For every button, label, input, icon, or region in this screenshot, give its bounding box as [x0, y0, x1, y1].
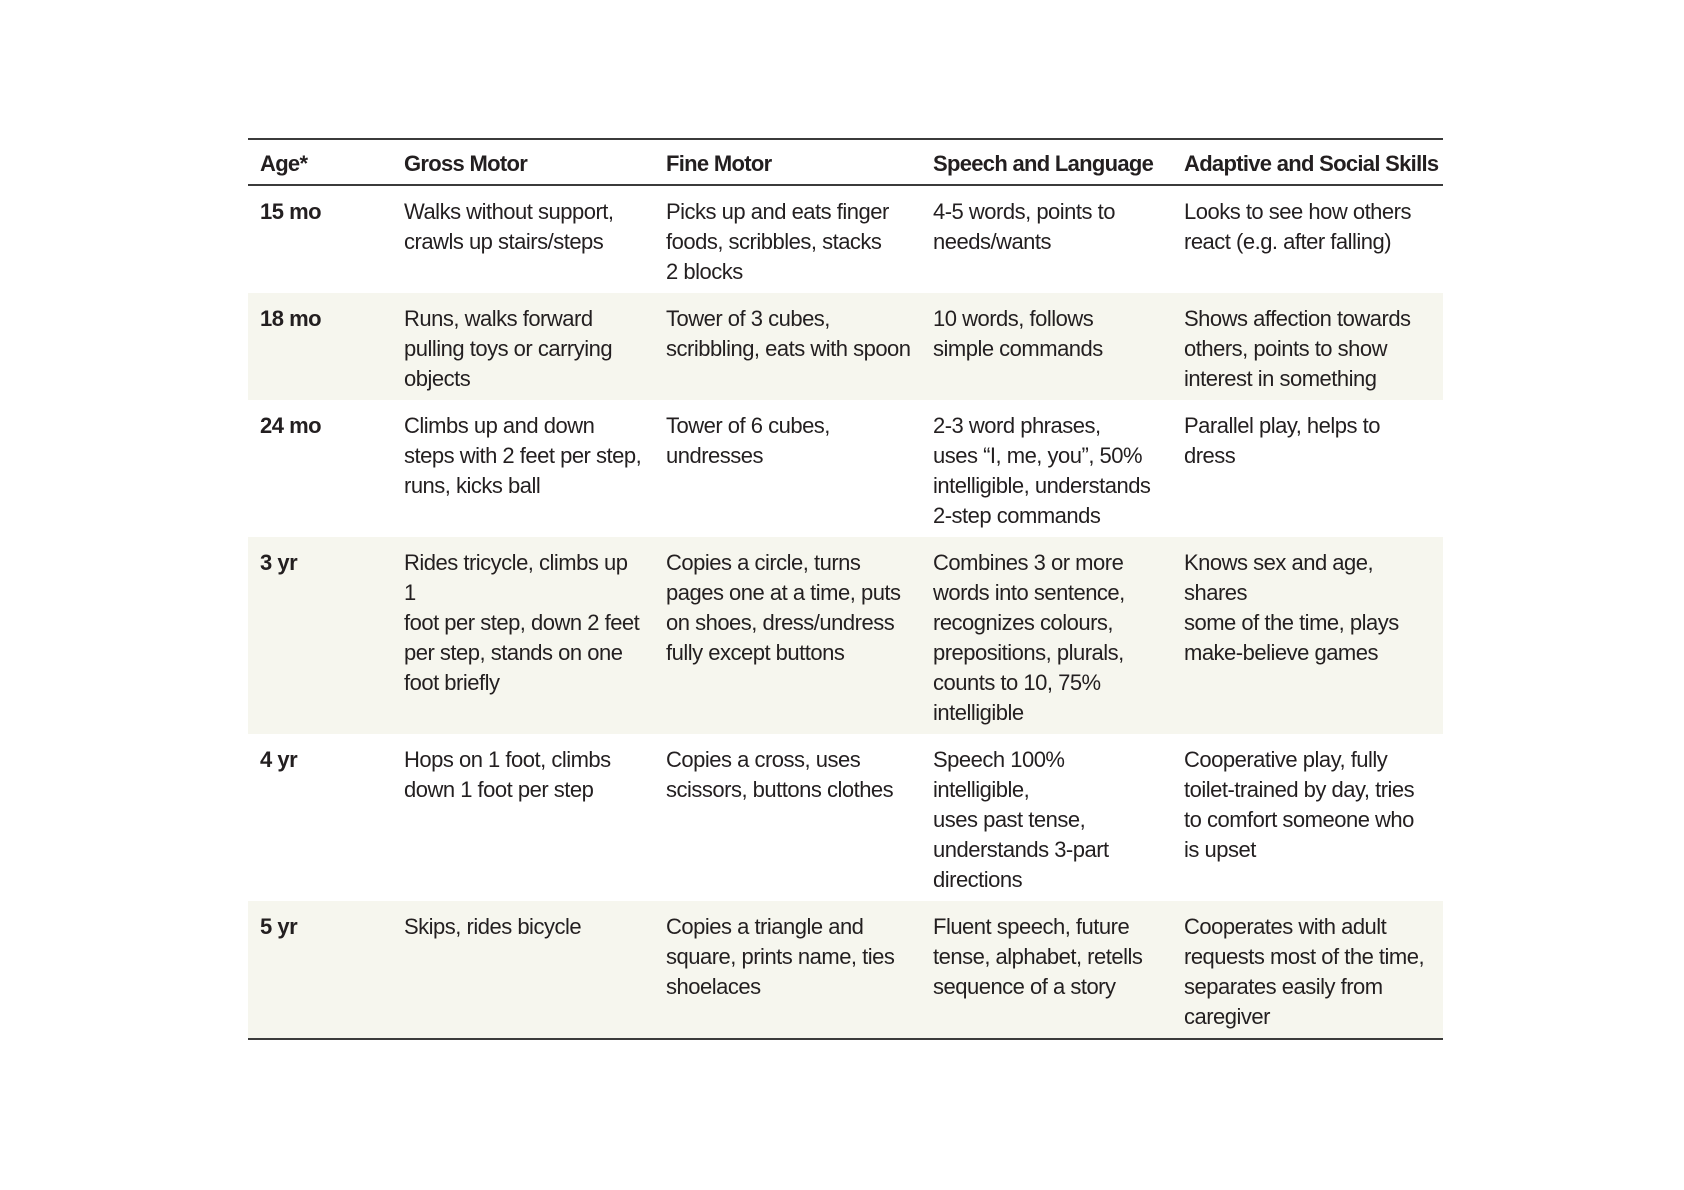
gross-motor-cell	[392, 185, 654, 293]
fine-motor-cell	[654, 400, 921, 537]
cell-text-line: Speech 100% intelligible,	[933, 747, 1065, 802]
cell-text-line: toilet-trained by day, tries	[1184, 777, 1415, 802]
adaptive-social-cell	[1172, 185, 1443, 293]
cell-text-line: counts to 10, 75%	[933, 670, 1101, 695]
cell-text-line: scribbling, eats with spoon	[666, 336, 911, 361]
cell-text-line: make-believe games	[1184, 640, 1378, 665]
cell-text-line: Skips, rides bicycle	[404, 914, 582, 939]
table-row	[248, 400, 1443, 537]
age-cell: 24 mo	[260, 413, 322, 438]
cell-text-line: Shows affection towards	[1184, 306, 1411, 331]
cell-text-line: foot briefly	[404, 670, 500, 695]
age-cell: 3 yr	[248, 537, 392, 734]
cell-text-line: pages one at a time, puts	[666, 580, 901, 605]
gross-motor-cell	[392, 537, 654, 734]
gross-motor-cell	[392, 400, 654, 537]
cell-text-line: Looks to see how others	[1184, 199, 1411, 224]
cell-text-line: Runs, walks forward	[404, 306, 593, 331]
cell-text-line: Copies a cross, uses	[666, 747, 861, 772]
cell-text-line: Cooperates with adult	[1184, 914, 1387, 939]
cell-text-line: interest in something	[1184, 366, 1377, 391]
cell-text-line: recognizes colours,	[933, 610, 1114, 635]
cell-text-line: square, prints name, ties	[666, 944, 895, 969]
cell-text-line: 2-3 word phrases,	[933, 413, 1101, 438]
header-fine-motor: Fine Motor	[666, 151, 772, 176]
milestones-table-container	[248, 138, 1443, 1040]
cell-text-line: per step, stands on one	[404, 640, 623, 665]
speech-language-cell	[921, 400, 1172, 537]
fine-motor-cell	[654, 901, 921, 1039]
header-age: Age*	[260, 151, 308, 176]
cell-text-line: Tower of 3 cubes,	[666, 306, 830, 331]
table-header	[248, 139, 1443, 185]
fine-motor-cell	[654, 293, 921, 400]
cell-text-line: foods, scribbles, stacks	[666, 229, 882, 254]
cell-text-line: others, points to show	[1184, 336, 1388, 361]
header-row	[248, 139, 1443, 185]
age-cell: 4 yr	[260, 747, 298, 772]
fine-motor-cell	[654, 185, 921, 293]
cell-text-line: shoelaces	[666, 974, 761, 999]
table-row	[248, 734, 1443, 901]
cell-text-line: uses past tense,	[933, 807, 1086, 832]
cell-text-line: words into sentence,	[933, 580, 1125, 605]
table-row	[248, 185, 1443, 293]
header-gross-motor: Gross Motor	[404, 151, 528, 176]
cell-text-line: fully except buttons	[666, 640, 845, 665]
cell-text-line: Parallel play, helps to dress	[1184, 413, 1380, 468]
cell-text-line: foot per step, down 2 feet	[404, 610, 640, 635]
gross-motor-cell	[392, 901, 654, 1039]
cell-text-line: sequence of a story	[933, 974, 1116, 999]
cell-text-line: crawls up stairs/steps	[404, 229, 604, 254]
age-cell: 18 mo	[248, 293, 392, 400]
cell-text-line: steps with 2 feet per step,	[404, 443, 642, 468]
cell-text-line: Knows sex and age, shares	[1184, 550, 1374, 605]
table-row	[248, 293, 1443, 400]
speech-language-cell	[921, 293, 1172, 400]
speech-language-cell	[921, 734, 1172, 901]
cell-text-line: down 1 foot per step	[404, 777, 594, 802]
cell-text-line: objects	[404, 366, 471, 391]
cell-text-line: 4-5 words, points to	[933, 199, 1115, 224]
cell-text-line: Rides tricycle, climbs up 1	[404, 550, 628, 605]
cell-text-line: Copies a circle, turns	[666, 550, 861, 575]
cell-text-line: prepositions, plurals,	[933, 640, 1124, 665]
cell-text-line: uses “I, me, you”, 50%	[933, 443, 1143, 468]
speech-language-cell	[921, 185, 1172, 293]
cell-text-line: intelligible, understands	[933, 473, 1151, 498]
fine-motor-cell	[654, 537, 921, 734]
gross-motor-cell	[392, 293, 654, 400]
age-cell: 15 mo	[260, 199, 322, 224]
cell-text-line: is upset	[1184, 837, 1256, 862]
table-row	[248, 537, 1443, 734]
cell-text-line: 10 words, follows	[933, 306, 1094, 331]
cell-text-line: react (e.g. after falling)	[1184, 229, 1392, 254]
adaptive-social-cell	[1172, 400, 1443, 537]
cell-text-line: simple commands	[933, 336, 1103, 361]
cell-text-line: Combines 3 or more	[933, 550, 1124, 575]
table-body	[248, 185, 1443, 1039]
cell-text-line: on shoes, dress/undress	[666, 610, 895, 635]
cell-text-line: runs, kicks ball	[404, 473, 541, 498]
cell-text-line: some of the time, plays	[1184, 610, 1399, 635]
cell-text-line: Climbs up and down	[404, 413, 595, 438]
cell-text-line: directions	[933, 867, 1023, 892]
cell-text-line: scissors, buttons clothes	[666, 777, 894, 802]
developmental-milestones-table	[248, 138, 1443, 1040]
cell-text-line: caregiver	[1184, 1004, 1270, 1029]
cell-text-line: 2 blocks	[666, 259, 743, 284]
cell-text-line: undresses	[666, 443, 764, 468]
cell-text-line: understands 3-part	[933, 837, 1109, 862]
cell-text-line: needs/wants	[933, 229, 1052, 254]
adaptive-social-cell	[1172, 293, 1443, 400]
cell-text-line: Fluent speech, future	[933, 914, 1130, 939]
adaptive-social-cell	[1172, 734, 1443, 901]
speech-language-cell	[921, 537, 1172, 734]
table-row	[248, 901, 1443, 1039]
cell-text-line: Copies a triangle and	[666, 914, 864, 939]
cell-text-line: to comfort someone who	[1184, 807, 1414, 832]
cell-text-line: 2-step commands	[933, 503, 1101, 528]
header-speech-language: Speech and Language	[933, 151, 1154, 176]
cell-text-line: Tower of 6 cubes,	[666, 413, 830, 438]
speech-language-cell	[921, 901, 1172, 1039]
fine-motor-cell	[654, 734, 921, 901]
age-cell: 5 yr	[248, 901, 392, 1039]
cell-text-line: pulling toys or carrying	[404, 336, 613, 361]
cell-text-line: tense, alphabet, retells	[933, 944, 1143, 969]
cell-text-line: intelligible	[933, 700, 1024, 725]
gross-motor-cell	[392, 734, 654, 901]
cell-text-line: Cooperative play, fully	[1184, 747, 1388, 772]
adaptive-social-cell	[1172, 901, 1443, 1039]
cell-text-line: Walks without support,	[404, 199, 614, 224]
cell-text-line: Picks up and eats finger	[666, 199, 889, 224]
cell-text-line: Hops on 1 foot, climbs	[404, 747, 611, 772]
cell-text-line: requests most of the time,	[1184, 944, 1425, 969]
adaptive-social-cell	[1172, 537, 1443, 734]
header-adaptive-social: Adaptive and Social Skills	[1184, 151, 1439, 176]
cell-text-line: separates easily from	[1184, 974, 1383, 999]
